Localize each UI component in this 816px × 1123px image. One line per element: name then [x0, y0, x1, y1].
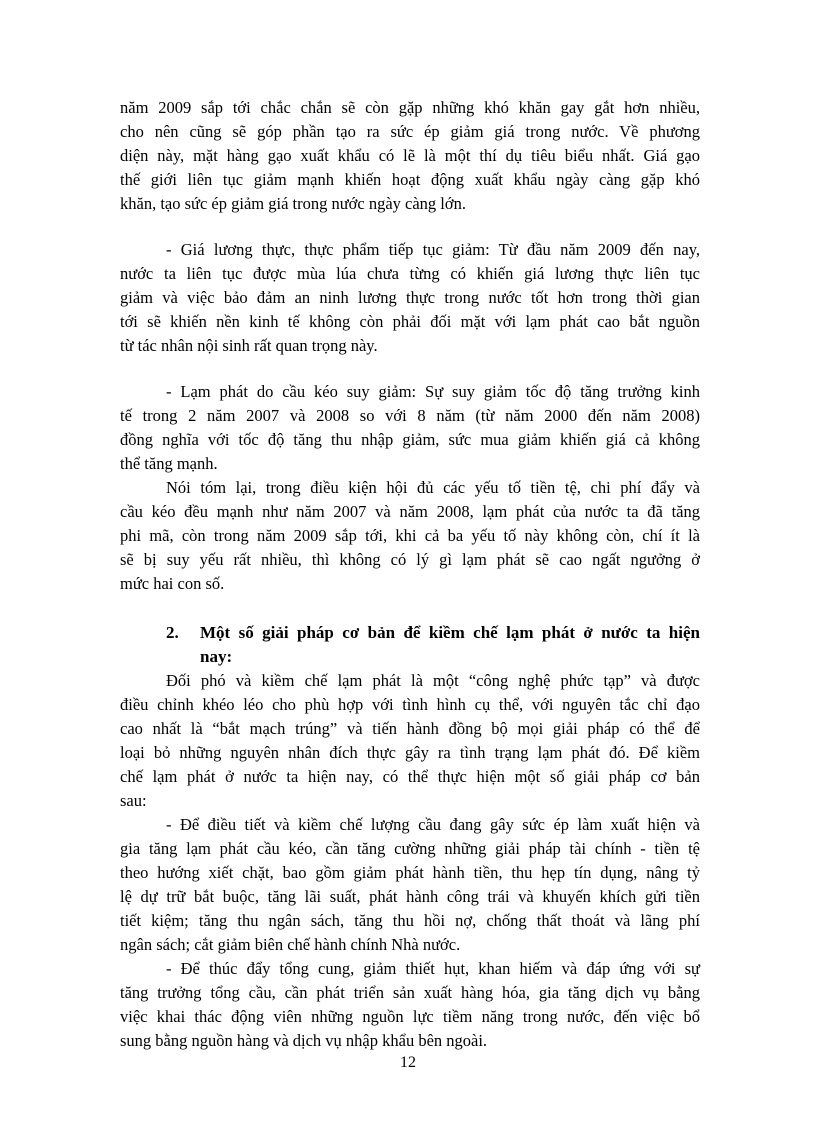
text-line: điều chỉnh khéo léo cho phù hợp với tình hình cụ thể, với nguyên tắc chỉ đạo: [120, 695, 700, 714]
page-number: 12: [400, 1054, 416, 1071]
text-line: cao nhất là “bắt mạch trúng” và tiến hành đồng bộ mọi giải pháp có thể để: [120, 719, 700, 738]
paragraph-food-prices: [120, 238, 700, 358]
text-line: khăn, tạo sức ép giảm giá trong nước ngày càng lớn.: [120, 194, 466, 213]
text-line: Đối phó và kiềm chế lạm phát là một “công nghệ phức tạp” và được: [166, 671, 700, 690]
text-line: gia tăng lạm phát cầu kéo, cần tăng cường những giải pháp tài chính - tiền tệ: [120, 839, 700, 858]
text-line: tế trong 2 năm 2007 và 2008 so với 8 năm (từ năm 2000 đến năm 2008): [120, 406, 700, 425]
text-line: giảm và việc bảo đảm an ninh lương thực trong nước tốt hơn trong thời gian: [120, 288, 700, 307]
text-line: cho nên cũng sẽ góp phần tạo ra sức ép giảm giá trong nước. Về phương: [120, 122, 700, 141]
paragraph-supply-boost: [120, 957, 700, 1053]
heading-text-continued: nay:: [200, 647, 233, 666]
text-line: sẽ bị suy yếu rất nhiều, thì không có lý gì lạm phát sẽ cao ngất ngưởng ở: [120, 550, 700, 569]
document-body: [120, 96, 700, 1053]
text-line: tới sẽ khiến nền kinh tế không còn phải đối mặt với lạm phát cao bắt nguồn: [120, 312, 700, 331]
heading-text: Một số giải pháp cơ bản để kiềm chế lạm phát ở nước ta hiện: [200, 623, 700, 642]
text-line: cầu kéo đều mạnh như năm 2007 và năm 2008, lạm phát của nước ta đã tăng: [120, 502, 700, 521]
text-line: sau:: [120, 791, 147, 810]
text-line: theo hướng xiết chặt, bao gồm giảm phát hành tiền, thu hẹp tín dụng, nâng tỷ: [120, 863, 700, 882]
spacer: [120, 216, 700, 238]
text-line: thế giới liên tục giảm mạnh khiến hoạt động xuất khẩu ngày càng gặp khó: [120, 170, 700, 189]
heading-line: [120, 621, 700, 645]
text-line: chế lạm phát ở nước ta hiện nay, có thể thực hiện một số giải pháp cơ bản: [120, 767, 700, 786]
text-line: từ tác nhân nội sinh rất quan trọng này.: [120, 336, 378, 355]
text-line: - Lạm phát do cầu kéo suy giảm: Sự suy giảm tốc độ tăng trưởng kinh: [166, 382, 700, 401]
text-line: Nói tóm lại, trong điều kiện hội đủ các yếu tố tiền tệ, chi phí đẩy và: [166, 478, 700, 497]
paragraph-summary: [120, 476, 700, 596]
text-line: - Giá lương thực, thực phẩm tiếp tục giảm: Từ đầu năm 2009 đến nay,: [166, 240, 700, 259]
text-line: tăng trưởng tổng cầu, cần phát triển sản xuất hàng hóa, gia tăng dịch vụ bằng: [120, 983, 700, 1002]
paragraph-demand-control: [120, 813, 700, 957]
paragraph-rice-export: [120, 96, 700, 216]
paragraph-demand-pull: [120, 380, 700, 476]
spacer: [120, 358, 700, 380]
text-line: diện này, mặt hàng gạo xuất khẩu có lẽ là một thí dụ tiêu biểu nhất. Giá gạo: [120, 146, 700, 165]
text-line: việc khai thác động viên những nguồn lực tiềm năng trong nước, đến việc bổ: [120, 1007, 700, 1026]
text-line: mức hai con số.: [120, 574, 225, 593]
text-line: loại bỏ những nguyên nhân đích thực gây ra tình trạng lạm phát đó. Để kiềm: [120, 743, 700, 762]
paragraph-solutions-intro: [120, 669, 700, 813]
text-line: đồng nghĩa với tốc độ tăng thu nhập giảm, sức mua giảm khiến giá cả không: [120, 430, 700, 449]
text-line: tiết kiệm; tăng thu ngân sách, tăng thu hồi nợ, chống thất thoát và lãng phí: [120, 911, 700, 930]
text-line: lệ dự trữ bắt buộc, tăng lãi suất, phát hành công trái và khuyến khích gửi tiền: [120, 887, 700, 906]
text-line: - Để thúc đẩy tổng cung, giảm thiết hụt, khan hiếm và đáp ứng với sự: [166, 959, 700, 978]
text-line: nước ta liên tục được mùa lúa chưa từng có khiến giá lương thực liên tục: [120, 264, 700, 283]
text-line: - Để điều tiết và kiềm chế lượng cầu đang gây sức ép làm xuất hiện và: [166, 815, 700, 834]
heading-number: 2.: [166, 623, 179, 642]
text-line: ngân sách; cắt giảm biên chế hành chính Nhà nước.: [120, 935, 461, 954]
text-line: phi mã, còn trong năm 2009 sắp tới, khi cả ba yếu tố này không còn, chí ít là: [120, 526, 700, 545]
section-heading: [120, 621, 700, 669]
spacer: [120, 596, 700, 617]
text-line: năm 2009 sắp tới chắc chắn sẽ còn gặp những khó khăn gay gắt hơn nhiều,: [120, 98, 700, 117]
text-line: thể tăng mạnh.: [120, 454, 218, 473]
text-line: sung bằng nguồn hàng và dịch vụ nhập khẩu bên ngoài.: [120, 1031, 488, 1050]
